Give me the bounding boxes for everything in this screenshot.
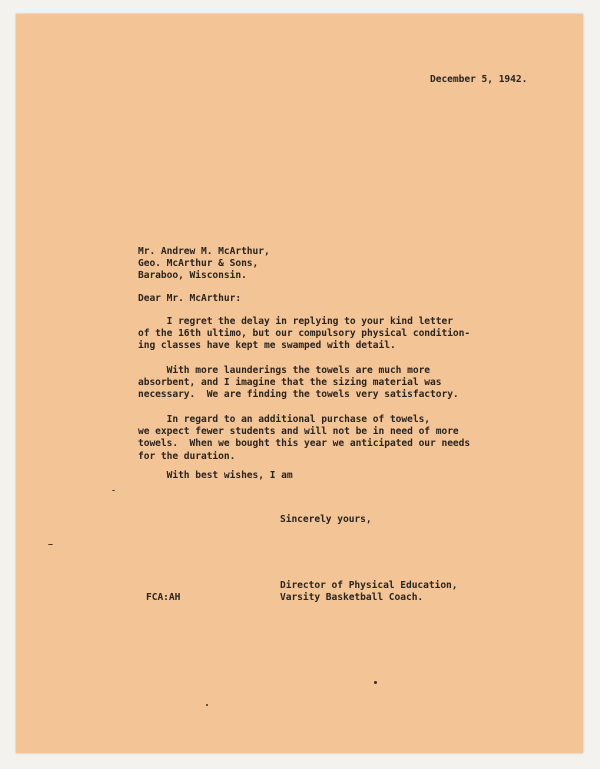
- paper-speck: [48, 544, 53, 545]
- title-line: Varsity Basketball Coach.: [280, 592, 424, 604]
- paragraph-line: we expect fewer students and will not be in need of more: [138, 426, 459, 438]
- paragraph-line: With more launderings the towels are much more: [138, 365, 431, 376]
- address-line: Geo. McArthur & Sons,: [138, 258, 259, 270]
- paragraph-1: [138, 316, 470, 353]
- paragraph-line: of the 16th ultimo, but our compulsory physical condition-: [138, 328, 471, 340]
- paragraph-line: necessary. We are finding the towels very satisfactory.: [138, 389, 459, 401]
- letter-date: December 5, 1942.: [430, 74, 528, 85]
- address-line: Mr. Andrew M. McArthur,: [138, 246, 270, 257]
- paragraph-line: absorbent, and I imagine that the sizing material was: [138, 377, 442, 389]
- salutation: Dear Mr. McArthur:: [138, 293, 242, 304]
- paper-speck: [112, 490, 115, 491]
- reference-initials: FCA:AH: [146, 592, 181, 603]
- paragraph-line: I regret the delay in replying to your kind letter: [138, 316, 453, 327]
- paper-speck: [374, 681, 377, 684]
- letter-page: [16, 14, 583, 753]
- paragraph-2: [138, 365, 459, 402]
- paragraph-line: towels. When we bought this year we anticipated our needs: [138, 438, 471, 450]
- signature-title: [280, 580, 458, 604]
- paragraph-3: [138, 414, 470, 463]
- paper-speck: [206, 704, 208, 706]
- title-line: Director of Physical Education,: [280, 580, 458, 591]
- paragraph-line: In regard to an additional purchase of towels,: [138, 414, 431, 425]
- closing-wishes: With best wishes, I am: [138, 470, 293, 481]
- complimentary-close: Sincerely yours,: [280, 514, 372, 525]
- address-line: Baraboo, Wisconsin.: [138, 270, 247, 282]
- paragraph-line: for the duration.: [138, 450, 236, 462]
- paragraph-line: ing classes have kept me swamped with detail.: [138, 340, 396, 352]
- recipient-address: [138, 246, 270, 283]
